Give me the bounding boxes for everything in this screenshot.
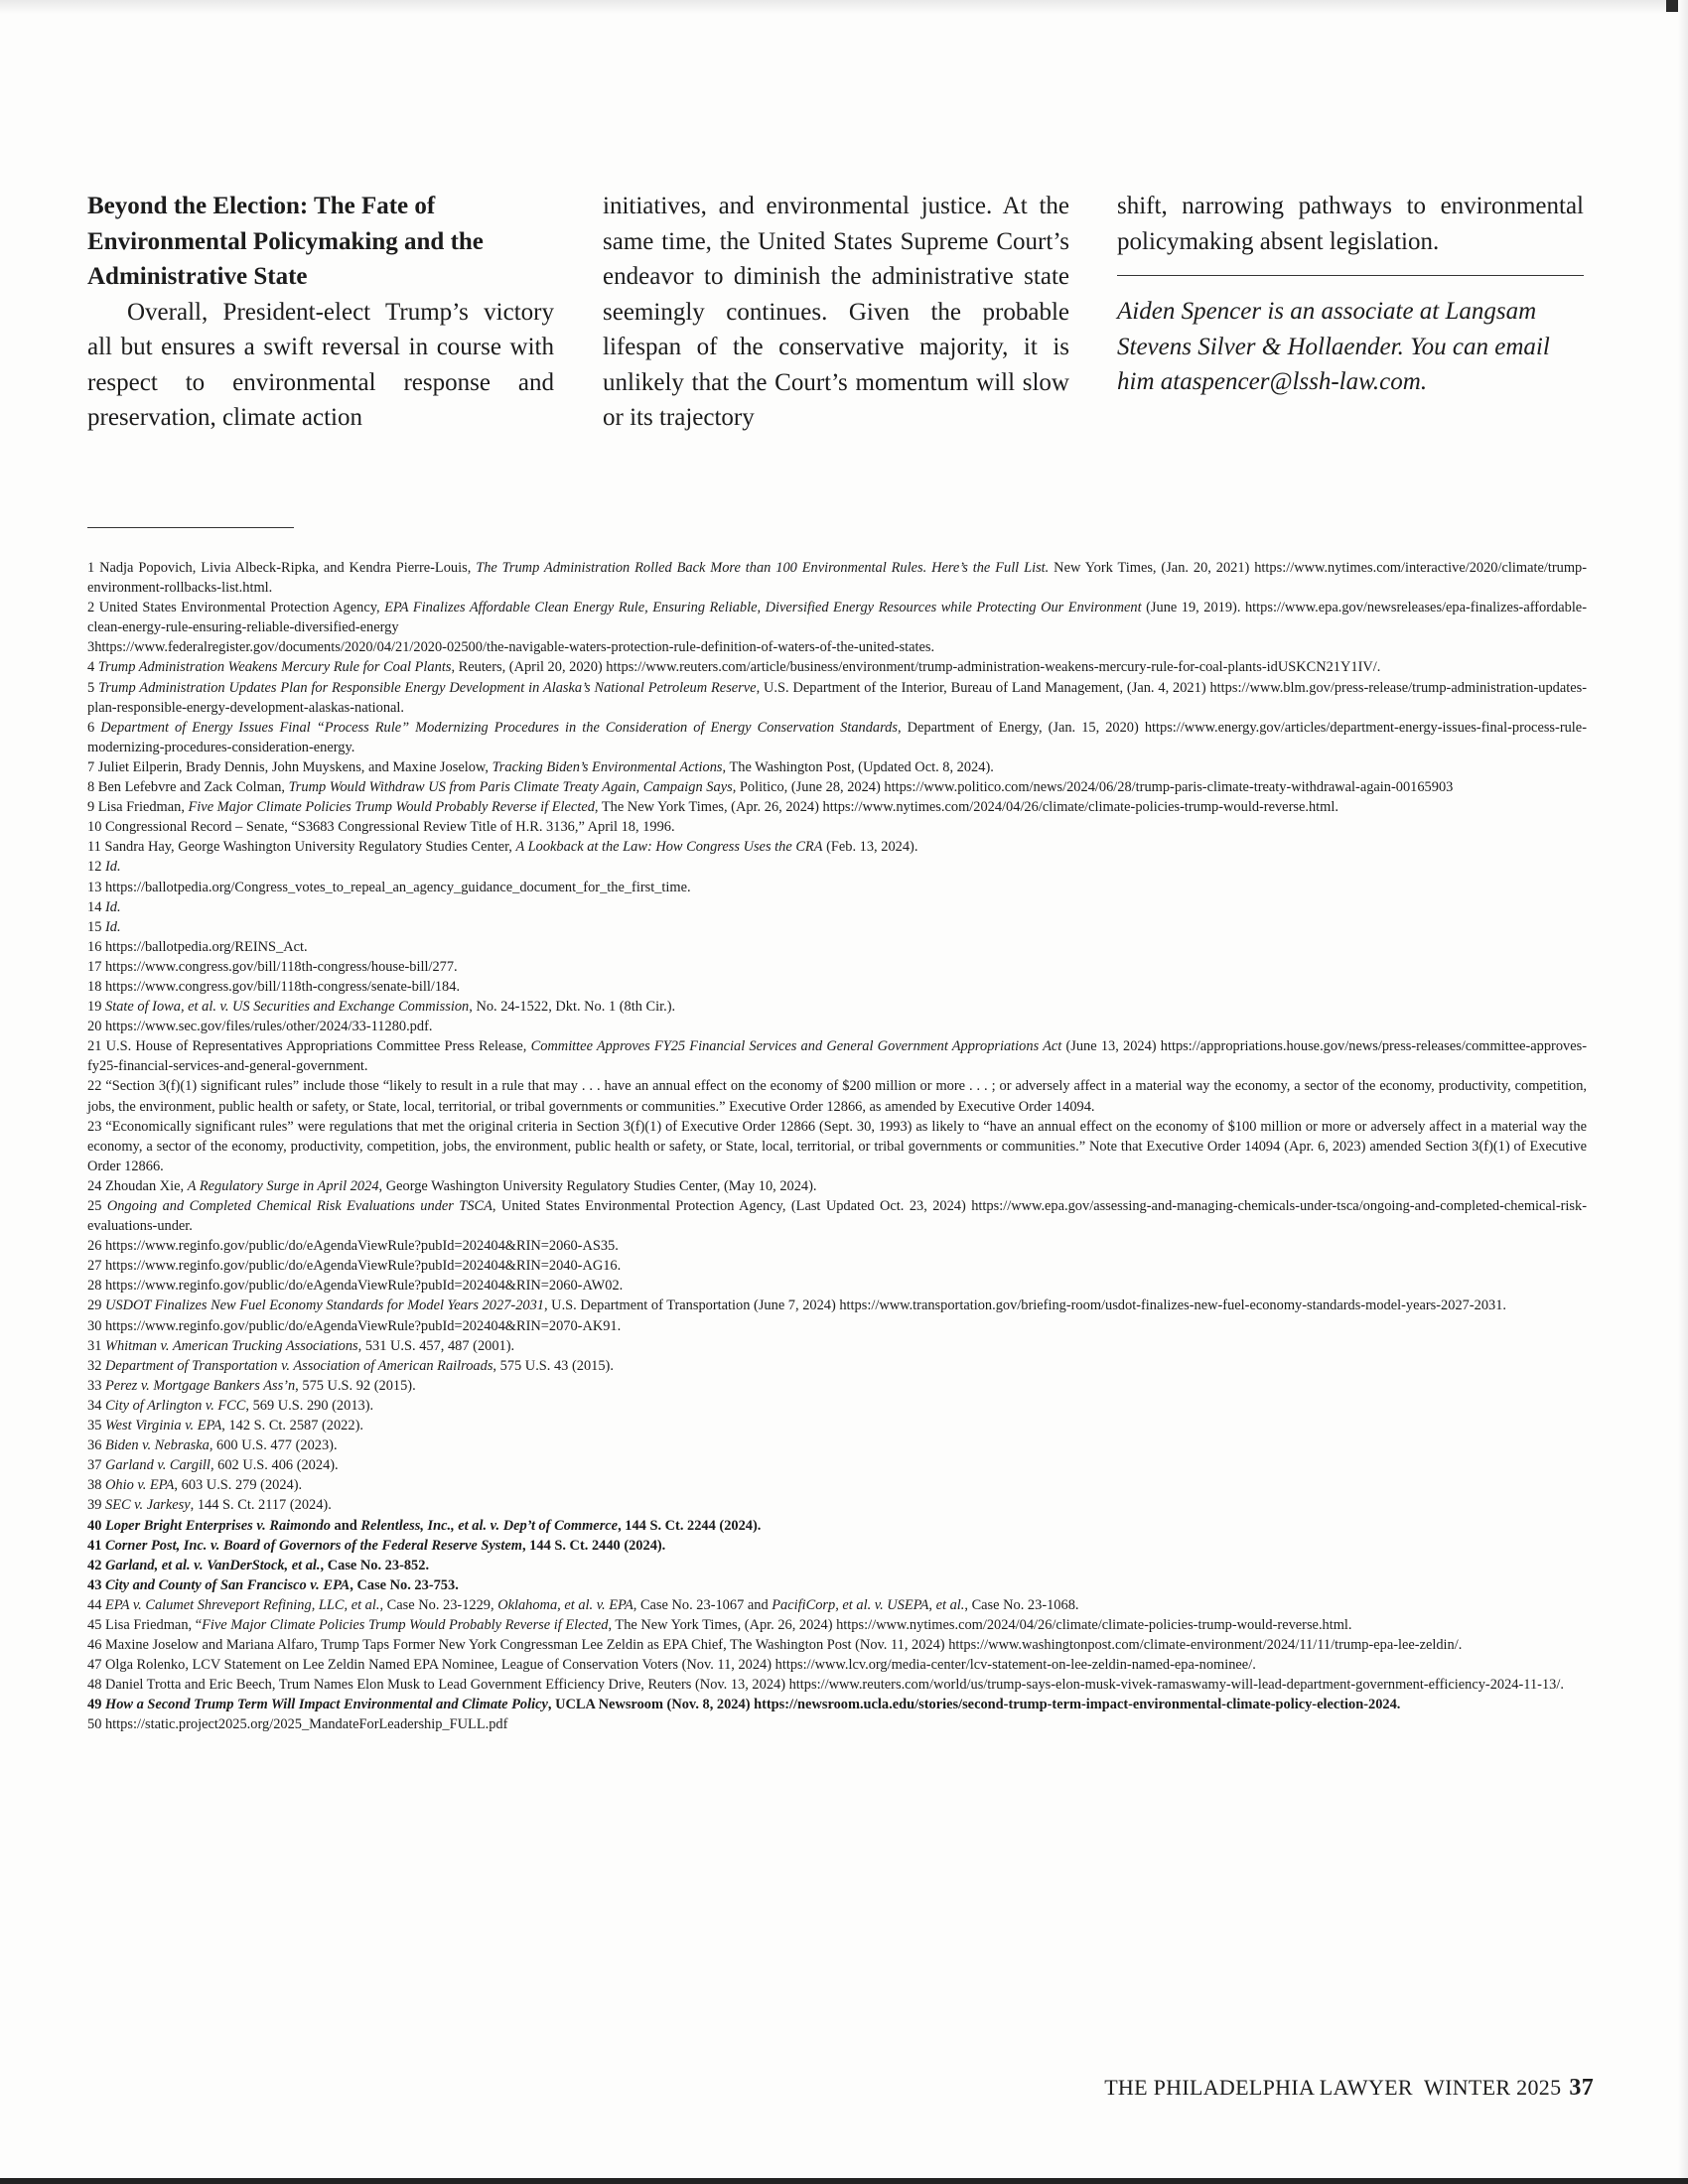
footnote-item [87, 897, 1587, 917]
footnote-item [87, 1695, 1587, 1714]
footnote-text: , Department of Energy, (Jan. 15, 2020) https://www.energy.gov/articles/department-energy-issues-final-process-rule-modernizing-procedures-consideration-energy. [87, 719, 1587, 755]
footnote-text: 19 [87, 999, 105, 1016]
footnote-text: 10 Congressional Record – Senate, “S3683 Congressional Review Title of H.R. 3136,” April 18, 1996. [87, 819, 675, 836]
footnote-title: Trump Would Withdraw US from Paris Climate Treaty Again, Campaign Says [288, 779, 733, 796]
footnote-title: West Virginia v. EPA [105, 1418, 222, 1434]
footnote-text: , 602 U.S. 406 (2024). [210, 1457, 339, 1474]
footnote-text: 23 “Economically significant rules” were regulations that met the original criteria in Section 3(f)(1) of Executive Order 12866 (Sept. 30, 1993) as likely to “have an annual effect on the economy of $100 million or more or adversely affect in a material way the economy, a sector of the economy, productivity, competition, jobs, the environment, public health or safety, or State, local, territorial, or tribal governments or communities.” Note that Executive Order 14094 (Apr. 6, 2023) amended Section 3(f)(1) of Executive Order 12866. [87, 1118, 1587, 1174]
footnote-text: 6 [87, 719, 101, 736]
footnote-text: 41 [87, 1537, 105, 1554]
footnote-text: , 144 S. Ct. 2440 (2024). [521, 1537, 666, 1554]
article-column-3 [1117, 189, 1584, 400]
footnote-text: , U.S. Department of Transportation (June 7, 2024) https://www.transportation.gov/briefing-room/usdot-finalizes-new-fuel-economy-standards-model-years-2027-2031. [543, 1297, 1507, 1314]
footnote-item [87, 718, 1587, 757]
footnote-title: Tracking Biden’s Environmental Actions [492, 758, 723, 775]
footnote-item [87, 1675, 1587, 1695]
footnote-item [87, 1256, 1587, 1276]
footnote-item [87, 1536, 1587, 1556]
footnote-item [87, 957, 1587, 977]
footnote-item [87, 1655, 1587, 1675]
footnote-item [87, 1615, 1587, 1635]
footnote-item [87, 1435, 1587, 1455]
footnote-text: , 144 S. Ct. 2244 (2024). [618, 1517, 762, 1534]
article-paragraph-part-1: Overall, President-elect Trump’s victory all but ensures a swift reversal in course with respect to environmental response and preservation, climate action [87, 298, 554, 431]
footnote-text: 33 [87, 1377, 105, 1394]
footnote-text: 15 [87, 918, 105, 935]
footnote-text: 31 [87, 1337, 105, 1354]
article-paragraph-part-3: shift, narrowing pathways to environmental policymaking absent legislation. [1117, 193, 1584, 255]
footnote-text: 25 [87, 1198, 107, 1214]
footnote-item [87, 837, 1587, 857]
footnote-text: 38 [87, 1477, 105, 1494]
footnote-text: 26 https://www.reginfo.gov/public/do/eAgendaViewRule?pubId=202404&RIN=2060-AS35. [87, 1238, 619, 1255]
footnote-title: Id. [105, 859, 121, 876]
footnote-text: 18 https://www.congress.gov/bill/118th-congress/senate-bill/184. [87, 978, 461, 995]
footnote-text: , 569 U.S. 290 (2013). [245, 1397, 374, 1414]
footnote-title: Trump Administration Weakens Mercury Rule for Coal Plants [97, 659, 452, 676]
footnote-text: 7 Juliet Eilperin, Brady Dennis, John Muyskens, and Maxine Joselow, [87, 758, 492, 775]
article-paragraph-part-2: initiatives, and environmental justice. At the same time, the United States Supreme Court’s endeavor to diminish the administrative state seemingly continues. Given the probable lifespan of the conservative majority, it is unlikely that the Court’s momentum will slow or its trajectory [603, 193, 1069, 431]
footnote-text: (Feb. 13, 2024). [822, 839, 918, 856]
footnote-title: Loper Bright Enterprises v. Raimondo [105, 1517, 331, 1534]
footnote-title: The Trump Administration Rolled Back More than 100 Environmental Rules. Here’s the Full List. [476, 560, 1050, 576]
footnote-text: 17 https://www.congress.gov/bill/118th-congress/house-bill/277. [87, 958, 458, 975]
footnote-text: 24 Zhoudan Xie, [87, 1177, 188, 1194]
footnote-text: 2 United States Environmental Protection Agency, [87, 600, 385, 616]
footnote-text: 28 https://www.reginfo.gov/public/do/eAgendaViewRule?pubId=202404&RIN=2060-AW02. [87, 1278, 624, 1295]
footnote-item [87, 1516, 1587, 1536]
footnote-item [87, 657, 1587, 677]
footnote-item [87, 1376, 1587, 1396]
footnote-text: 39 [87, 1497, 105, 1514]
footnote-title: State of Iowa, et al. v. US Securities and Exchange Commission [105, 999, 470, 1016]
footnote-text: 14 [87, 898, 105, 915]
footnote-text: , The Washington Post, (Updated Oct. 8, 2024). [722, 758, 994, 775]
footnote-text: 9 Lisa Friedman, [87, 799, 189, 816]
footnote-text: , Case No. 23-852. [320, 1557, 430, 1573]
footnote-text: 34 [87, 1397, 105, 1414]
footnote-item [87, 917, 1587, 937]
footnote-title: Perez v. Mortgage Bankers Ass’n [105, 1377, 296, 1394]
footnote-text: , 575 U.S. 43 (2015). [492, 1357, 614, 1374]
footnote-text: 8 Ben Lefebvre and Zack Colman, [87, 779, 289, 796]
footnote-item [87, 977, 1587, 997]
footnote-item [87, 1236, 1587, 1256]
footnote-item [87, 1276, 1587, 1296]
page-number: 37 [1569, 2075, 1594, 2101]
footnote-item [87, 1556, 1587, 1575]
footnote-text: (June 19, 2019). https://www.epa.gov/newsreleases/epa-finalizes-affordable-clean-energy-rule-ensuring-reliable-diversified-energy [87, 600, 1587, 636]
footnote-text: , 142 S. Ct. 2587 (2022). [221, 1418, 363, 1434]
scan-edge-right [1678, 0, 1688, 2184]
footnote-item [87, 937, 1587, 957]
footnote-text: , Case No. 23-753. [350, 1576, 459, 1593]
footnote-text: 43 [87, 1576, 105, 1593]
footnote-text: 36 [87, 1437, 105, 1454]
footnote-text: 27 https://www.reginfo.gov/public/do/eAgendaViewRule?pubId=202404&RIN=2040-AG16. [87, 1258, 622, 1275]
footnote-text: , Case No. 23-1229, [379, 1596, 498, 1613]
footnote-item [87, 558, 1587, 598]
footnote-title: A Regulatory Surge in April 2024 [187, 1177, 379, 1194]
footnote-item [87, 817, 1587, 837]
footnote-text: 16 https://ballotpedia.org/REINS_Act. [87, 938, 308, 955]
footnote-title: Ohio v. EPA [105, 1477, 175, 1494]
footnote-item [87, 1356, 1587, 1376]
footnote-text: , 603 U.S. 279 (2024). [174, 1477, 303, 1494]
footnote-text: , 531 U.S. 457, 487 (2001). [357, 1337, 515, 1354]
footnote-title: City of Arlington v. FCC [105, 1397, 246, 1414]
footnote-item [87, 1036, 1587, 1076]
footnote-text: 37 [87, 1457, 105, 1474]
footnote-text: , Politico, (June 28, 2024) https://www.politico.com/news/2024/06/28/trump-paris-climate-treaty-withdrawal-again-00165903 [732, 779, 1454, 796]
footnote-text: 40 [87, 1517, 105, 1534]
footnote-text: , The New York Times, (Apr. 26, 2024) https://www.nytimes.com/2024/04/26/climate/climate-policies-trump-would-reverse.html. [608, 1616, 1352, 1633]
footnote-title: City and County of San Francisco v. EPA [105, 1576, 351, 1593]
footnote-title: Relentless, Inc., et al. v. Dep’t of Commerce [360, 1517, 619, 1534]
footnote-item [87, 797, 1587, 817]
footnote-text: , The New York Times, (Apr. 26, 2024) https://www.nytimes.com/2024/04/26/climate/climate-policies-trump-would-reverse.html. [594, 799, 1338, 816]
footnote-title: Five Major Climate Policies Trump Would Probably Reverse if Elected [202, 1616, 609, 1633]
footnote-text: , George Washington University Regulatory Studies Center, (May 10, 2024). [378, 1177, 817, 1194]
scan-edge-bottom [0, 2178, 1688, 2184]
footnote-text: , Case No. 23-1067 and [633, 1596, 773, 1613]
footnote-title: EPA v. Calumet Shreveport Refining, LLC, et al. [105, 1596, 380, 1613]
footnote-title: EPA Finalizes Affordable Clean Energy Rule, Ensuring Reliable, Diversified Energy Resources while Protecting Our Environment [384, 600, 1142, 616]
footnote-title: Id. [105, 898, 121, 915]
footnote-text: 20 https://www.sec.gov/files/rules/other/2024/33-11280.pdf. [87, 1019, 433, 1035]
footnote-item [87, 1296, 1587, 1315]
footnote-title: Id. [105, 918, 121, 935]
footnote-item [87, 1455, 1587, 1475]
footnote-text: 47 Olga Rolenko, LCV Statement on Lee Zeldin Named EPA Nominee, League of Conservation Voters (Nov. 11, 2024) https://www.lcv.org/media-center/lcv-statement-on-lee-zeldin-named-epa-nominee/. [87, 1657, 1256, 1674]
footnote-text: , United States Environmental Protection Agency, (Last Updated Oct. 23, 2024) https://www.epa.gov/assessing-and-managing-chemicals-under-tsca/ongoing-and-completed-chemical-risk-evaluations-under. [87, 1198, 1587, 1235]
footnote-item [87, 878, 1587, 897]
footnote-text: , 600 U.S. 477 (2023). [209, 1437, 338, 1454]
footnote-item [87, 1714, 1587, 1734]
footnote-item [87, 777, 1587, 797]
footnote-item [87, 757, 1587, 777]
byline-divider [1117, 275, 1584, 276]
footnote-text: 29 [87, 1297, 105, 1314]
footnote-text: 45 Lisa Friedman, “ [87, 1616, 203, 1633]
footnote-divider [87, 527, 294, 528]
footnote-text: 30 https://www.reginfo.gov/public/do/eAgendaViewRule?pubId=202404&RIN=2070-AK91. [87, 1317, 622, 1334]
footnote-title: Whitman v. American Trucking Associations [105, 1337, 358, 1354]
footnote-text: , Reuters, (April 20, 2020) https://www.reuters.com/article/business/environment/trump-administration-weakens-mercury-rule-for-coal-plants-idUSKCN21Y1IV/. [451, 659, 1381, 676]
footnote-item [87, 1017, 1587, 1036]
footnote-text: 12 [87, 859, 105, 876]
footnote-text: , U.S. Department of the Interior, Bureau of Land Management, (Jan. 4, 2021) https://www.blm.gov/press-release/trump-administration-updates-plan-responsible-energy-development-alaskas-national. [87, 679, 1588, 716]
footnote-item [87, 1635, 1587, 1655]
footnote-text: , 144 S. Ct. 2117 (2024). [190, 1497, 332, 1514]
footnote-item [87, 637, 1587, 657]
footnote-title: Trump Administration Updates Plan for Responsible Energy Development in Alaska’s National Petroleum Reserve [98, 679, 757, 696]
footnote-item [87, 997, 1587, 1017]
scan-edge-top [0, 0, 1688, 14]
footnote-text: 46 Maxine Joselow and Mariana Alfaro, Trump Taps Former New York Congressman Lee Zeldin as EPA Chief, The Washington Post (Nov. 11, 2024) https://www.washingtonpost.com/climate-environment/2024/11/11/trump-epa-lee-zeldin/. [87, 1637, 1463, 1654]
footnote-item [87, 598, 1587, 637]
footnote-title: Corner Post, Inc. v. Board of Governors of the Federal Reserve System [105, 1537, 522, 1554]
footnote-item [87, 1475, 1587, 1495]
article-column-1 [87, 189, 554, 436]
footnote-item [87, 1416, 1587, 1435]
footnote-text: (June 13, 2024) https://appropriations.house.gov/news/press-releases/committee-approves-fy25-financial-services-and-general-government. [87, 1038, 1587, 1075]
footnote-text: 42 [87, 1557, 105, 1573]
footnote-title: A Lookback at the Law: How Congress Uses the CRA [515, 839, 823, 856]
footnote-title: USDOT Finalizes New Fuel Economy Standards for Model Years 2027-2031 [105, 1297, 544, 1314]
footnote-title: Garland, et al. v. VanDerStock, et al. [105, 1557, 321, 1573]
footnote-title: Oklahoma, et al. v. EPA [497, 1596, 633, 1613]
footnote-text: 48 Daniel Trotta and Eric Beech, Trum Names Elon Musk to Lead Government Efficiency Drive, Reuters (Nov. 13, 2024) https://www.reuters.com/world/us/trump-says-elon-musk-vivek-ramaswamy-will-lead-department-government-efficiency-2024-11-13/. [87, 1677, 1564, 1694]
footnote-item [87, 1396, 1587, 1416]
footnote-text: 44 [87, 1596, 105, 1613]
footnote-text: , UCLA Newsroom (Nov. 8, 2024) https://newsroom.ucla.edu/stories/second-trump-term-impact-environmental-climate-policy-election-2024. [547, 1697, 1401, 1713]
footnote-item [87, 1575, 1587, 1595]
footnote-item [87, 1316, 1587, 1336]
page-footer [1104, 2075, 1594, 2102]
footnote-text: 35 [87, 1418, 105, 1434]
article-column-2 [603, 189, 1069, 436]
footnote-text: , 575 U.S. 92 (2015). [295, 1377, 416, 1394]
section-heading: Beyond the Election: The Fate of Environmental Policymaking and the Administrative State [87, 193, 484, 290]
footnote-title: How a Second Trump Term Will Impact Environmental and Climate Policy [105, 1697, 548, 1713]
footnote-text: 50 https://static.project2025.org/2025_MandateForLeadership_FULL.pdf [87, 1716, 508, 1733]
footnote-text: New York Times, (Jan. 20, 2021) https://www.nytimes.com/interactive/2020/climate/trump-environment-rollbacks-list.html. [87, 560, 1588, 597]
footnote-item [87, 1117, 1587, 1176]
footnote-text: 4 [87, 659, 98, 676]
footnote-item [87, 857, 1587, 877]
footnote-text: , No. 24-1522, Dkt. No. 1 (8th Cir.). [469, 999, 676, 1016]
footnotes-list [87, 558, 1587, 1735]
footnote-title: Five Major Climate Policies Trump Would Probably Reverse if Elected [188, 799, 595, 816]
footnote-item [87, 1595, 1587, 1615]
author-byline: Aiden Spencer is an associate at Langsam Stevens Silver & Hollaender. You can email him ataspencer@lssh-law.com. [1117, 298, 1550, 395]
footnote-item [87, 1076, 1587, 1116]
footnote-title: Biden v. Nebraska [105, 1437, 210, 1454]
footnote-title: Garland v. Cargill [105, 1457, 211, 1474]
footnote-title: Department of Transportation v. Association of American Railroads [105, 1357, 493, 1374]
footnote-text: 3https://www.federalregister.gov/documents/2020/04/21/2020-02500/the-navigable-waters-protection-rule-definition-of-waters-of-the-united-states. [87, 639, 935, 656]
footnote-item [87, 1176, 1587, 1196]
footnote-text: 49 [87, 1697, 105, 1713]
footnote-title: PacifiCorp, et al. v. USEPA, et al. [772, 1596, 965, 1613]
publication-name: THE PHILADELPHIA LAWYER WINTER 2025 [1104, 2075, 1562, 2100]
footnote-text: 1 Nadja Popovich, Livia Albeck-Ripka, and Kendra Pierre-Louis, [87, 560, 477, 576]
footnote-text: 13 https://ballotpedia.org/Congress_votes_to_repeal_an_agency_guidance_document_for_the_first_time. [87, 879, 691, 895]
footnote-item [87, 1196, 1587, 1236]
footnote-title: SEC v. Jarkesy [105, 1497, 191, 1514]
footnote-title: Ongoing and Completed Chemical Risk Evaluations under TSCA [106, 1198, 492, 1214]
footnote-title: Department of Energy Issues Final “Process Rule” Modernizing Procedures in the Consideration of Energy Conservation Standards [100, 719, 898, 736]
footnote-title: Committee Approves FY25 Financial Services and General Government Appropriations Act [530, 1038, 1062, 1055]
footnote-item [87, 1495, 1587, 1515]
footnote-item [87, 678, 1587, 718]
footnote-text: 11 Sandra Hay, George Washington University Regulatory Studies Center, [87, 839, 516, 856]
footnote-text: 32 [87, 1357, 105, 1374]
footnote-text: and [330, 1517, 361, 1534]
footnote-text: 22 “Section 3(f)(1) significant rules” include those “likely to result in a rule that may . . . have an annual effect on the economy of $200 million or more . . . ; or adversely affect in a material way the economy, a sector of the economy, productivity, competition, jobs, the environment, public health or safety, or State, local, territorial, or tribal governments or communities.” Executive Order 12866, as amended by Executive Order 14094. [87, 1078, 1587, 1115]
footnote-text: 5 [87, 679, 99, 696]
footnote-text: 21 U.S. House of Representatives Appropriations Committee Press Release, [87, 1038, 531, 1055]
footnote-text: , Case No. 23-1068. [964, 1596, 1079, 1613]
footnote-item [87, 1336, 1587, 1356]
